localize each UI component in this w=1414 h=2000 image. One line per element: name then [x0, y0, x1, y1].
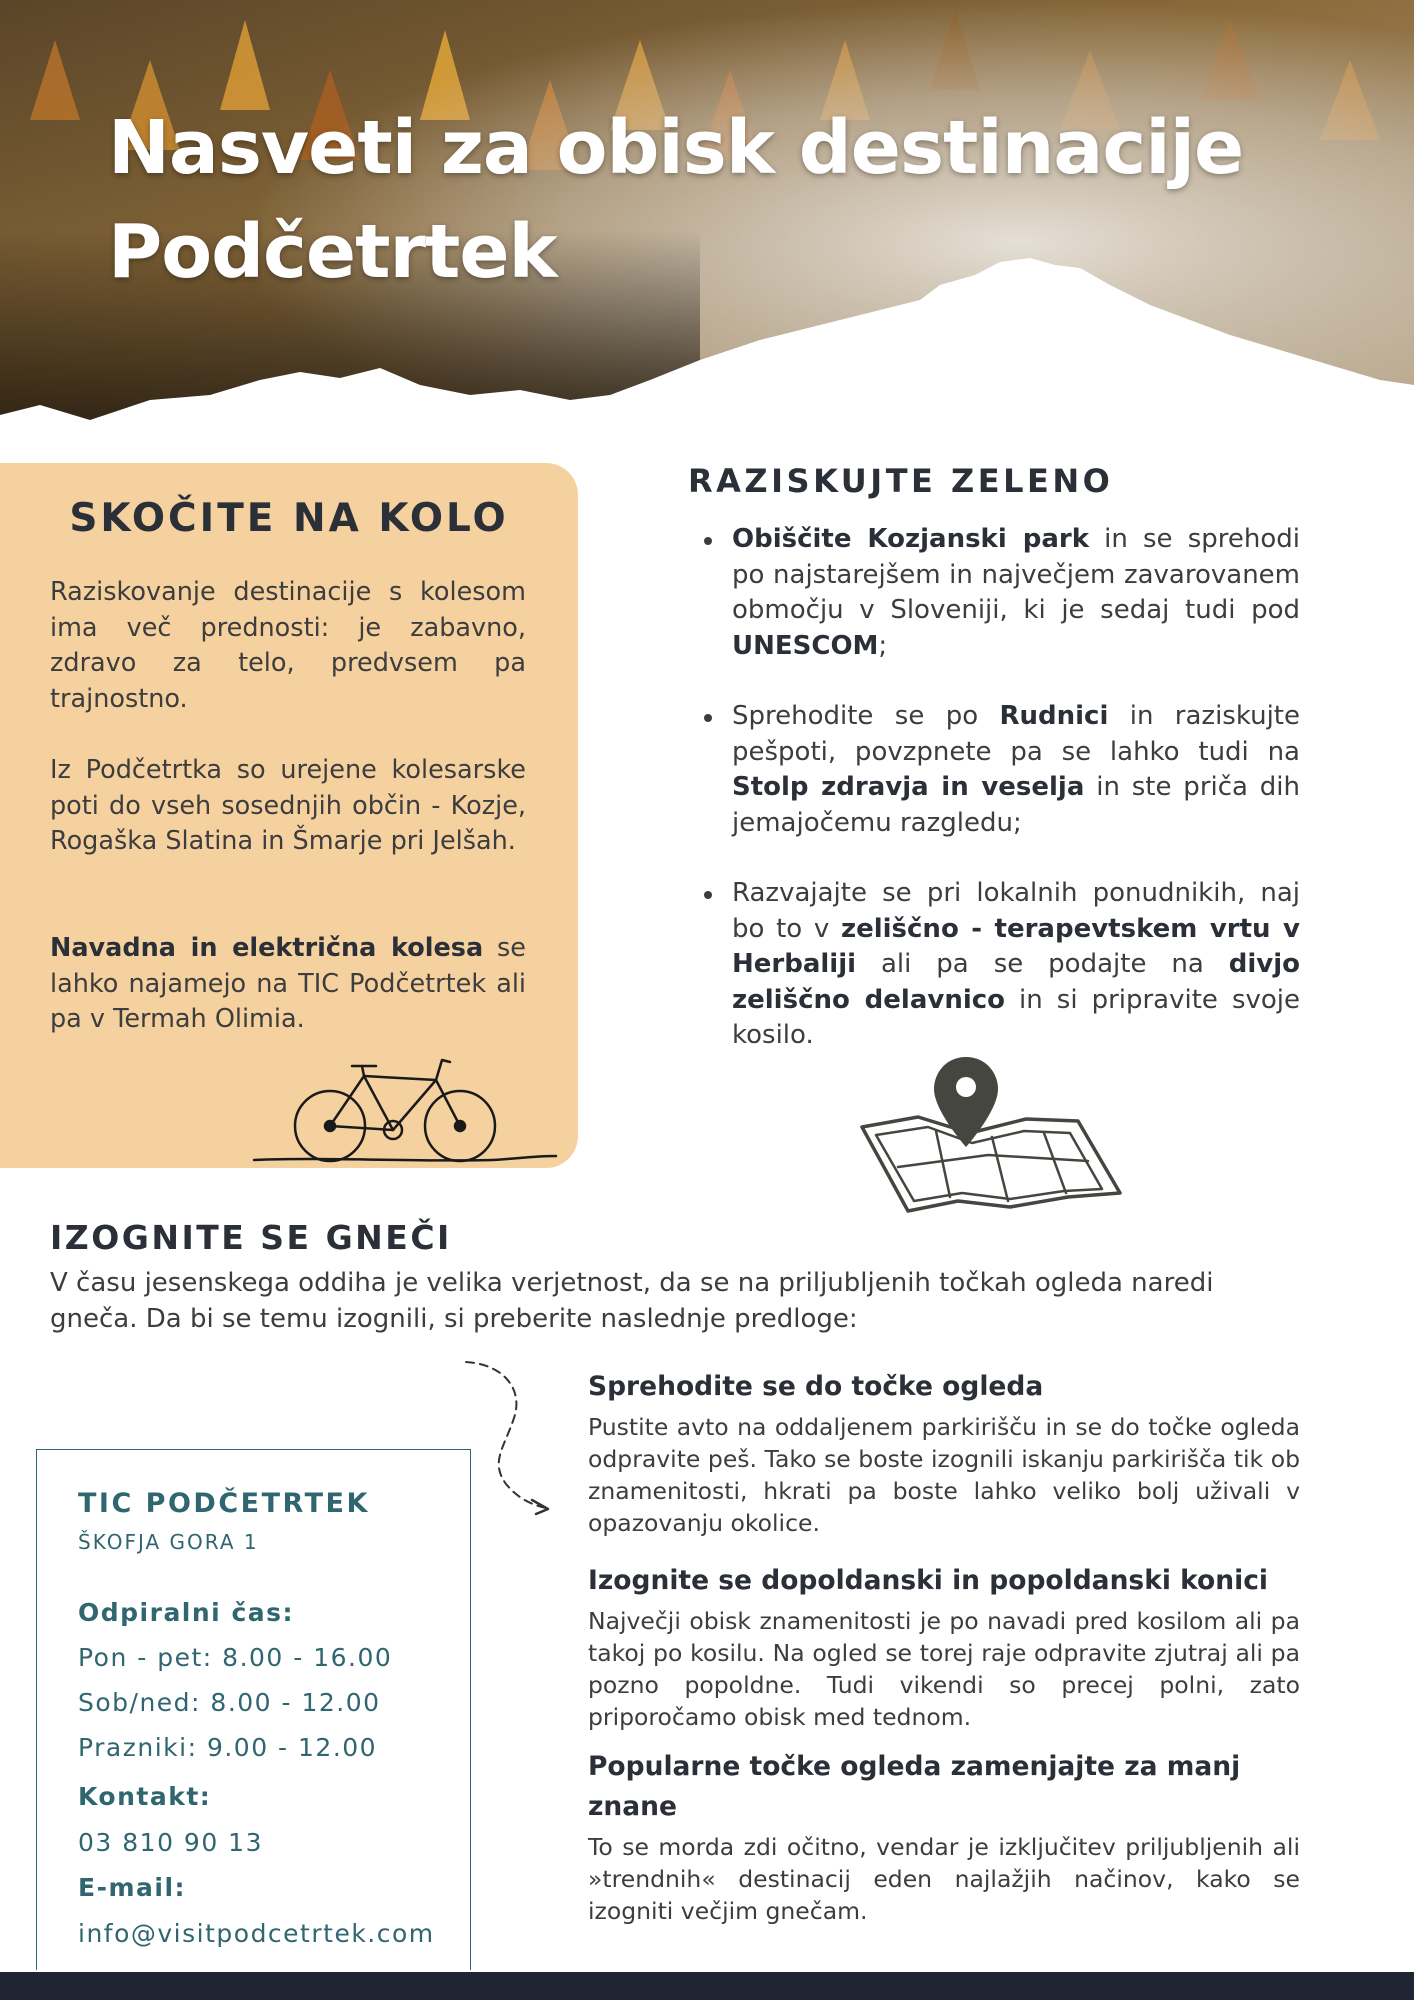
title-line-1: Nasveti za obisk destinacije — [108, 105, 1244, 191]
phone-number[interactable]: 03 810 90 13 — [78, 1828, 263, 1857]
green-section-title: RAZISKUJTE ZELENO — [688, 462, 1114, 500]
bike-paragraph-3 — [50, 931, 526, 1038]
page-title — [108, 96, 1243, 304]
hero-banner — [0, 0, 1414, 440]
list-item: Razvajajte se pri lokalnih ponudnikih, naj bo to v zeliščno - terapevtskem vrtu v Herbaliji ali pa se podajte na divjo zeliščno delavnico in si pripravite svoje kosilo. — [688, 876, 1300, 1054]
hours-label: Odpiralni čas: — [78, 1598, 295, 1627]
bike-paragraph-1: Raziskovanje destinacije s kolesom ima več prednosti: je zabavno, zdravo za telo, predvsem pa trajnostno. — [50, 577, 526, 714]
tip-text-3: To se morda zdi očitno, vendar je izključitev priljubljenih ali »trendnih« destinacij eden najlažjih načinov, kako se izogniti večjim gnečam. — [588, 1833, 1300, 1925]
crowd-section-title: IZOGNITE SE GNEČI — [50, 1218, 452, 1257]
hours-weekend: Sob/ned: 8.00 - 12.00 — [78, 1688, 381, 1717]
tic-address: ŠKOFJA GORA 1 — [78, 1530, 259, 1554]
contact-label: Kontakt: — [78, 1782, 212, 1811]
tip-heading-1: Sprehodite se do točke ogleda — [588, 1371, 1044, 1402]
tip-text-1: Pustite avto na oddaljenem parkirišču in se do točke ogleda odpravite peš. Tako se boste izognili iskanju parkirišča tik ob znamenitosti, hkrati pa boste lahko veliko bolj uživali v opazovanju okolice. — [588, 1413, 1300, 1537]
footer-bar — [0, 1972, 1414, 2000]
email-label: E-mail: — [78, 1873, 187, 1902]
hours-weekdays: Pon - pet: 8.00 - 16.00 — [78, 1643, 393, 1672]
tip-heading-3: Popularne točke ogleda zamenjajte za manj znane — [588, 1751, 1241, 1822]
title-line-2: Podčetrtek — [108, 209, 557, 295]
tip-heading-2: Izognite se dopoldanski in popoldanski konici — [588, 1565, 1268, 1596]
bike-paragraph-2: Iz Podčetrtka so urejene kolesarske poti do vseh sosednjih občin - Kozje, Rogaška Slatina in Šmarje pri Jelšah. — [50, 755, 526, 856]
tip-text-2: Največji obisk znamenitosti je po navadi pred kosilom ali pa takoj po kosilu. Na ogled se torej raje odpravite zjutraj ali pa pozno popoldne. Tudi vikendi so precej polni, zato priporočamo obisk med tednom. — [588, 1607, 1300, 1731]
bike-section-title: SKOČITE NA KOLO — [69, 496, 509, 541]
green-tips-list — [688, 522, 1300, 1089]
map-pin-icon — [858, 1055, 1126, 1215]
tic-name: TIC PODČETRTEK — [78, 1488, 370, 1519]
bike-rental-highlight: Navadna in električna kolesa — [50, 933, 484, 963]
bicycle-icon — [248, 1052, 568, 1168]
dashed-arrow-icon — [462, 1358, 562, 1516]
crowd-intro-text: V času jesenskega oddiha je velika verjetnost, da se na priljubljenih točkah ogleda naredi gneča. Da bi se temu izognili, si preberite naslednje predloge: — [50, 1268, 1214, 1334]
bike-rental-text: se lahko najamejo na TIC Podčetrtek ali pa v Termah Olimia. — [50, 933, 526, 1034]
list-item: Sprehodite se po Rudnici in raziskujte pešpoti, povzpnete pa se lahko tudi na Stolp zdravja in veselja in ste priča dih jemajočemu razgledu; — [688, 699, 1300, 841]
email-link[interactable]: info@visitpodcetrtek.com — [78, 1919, 435, 1948]
hours-holidays: Prazniki: 9.00 - 12.00 — [78, 1733, 378, 1762]
list-item: Obiščite Kozjanski park in se sprehodi po najstarejšem in največjem zavarovanem območju v Sloveniji, ki je sedaj tudi pod UNESCOM; — [688, 522, 1300, 664]
